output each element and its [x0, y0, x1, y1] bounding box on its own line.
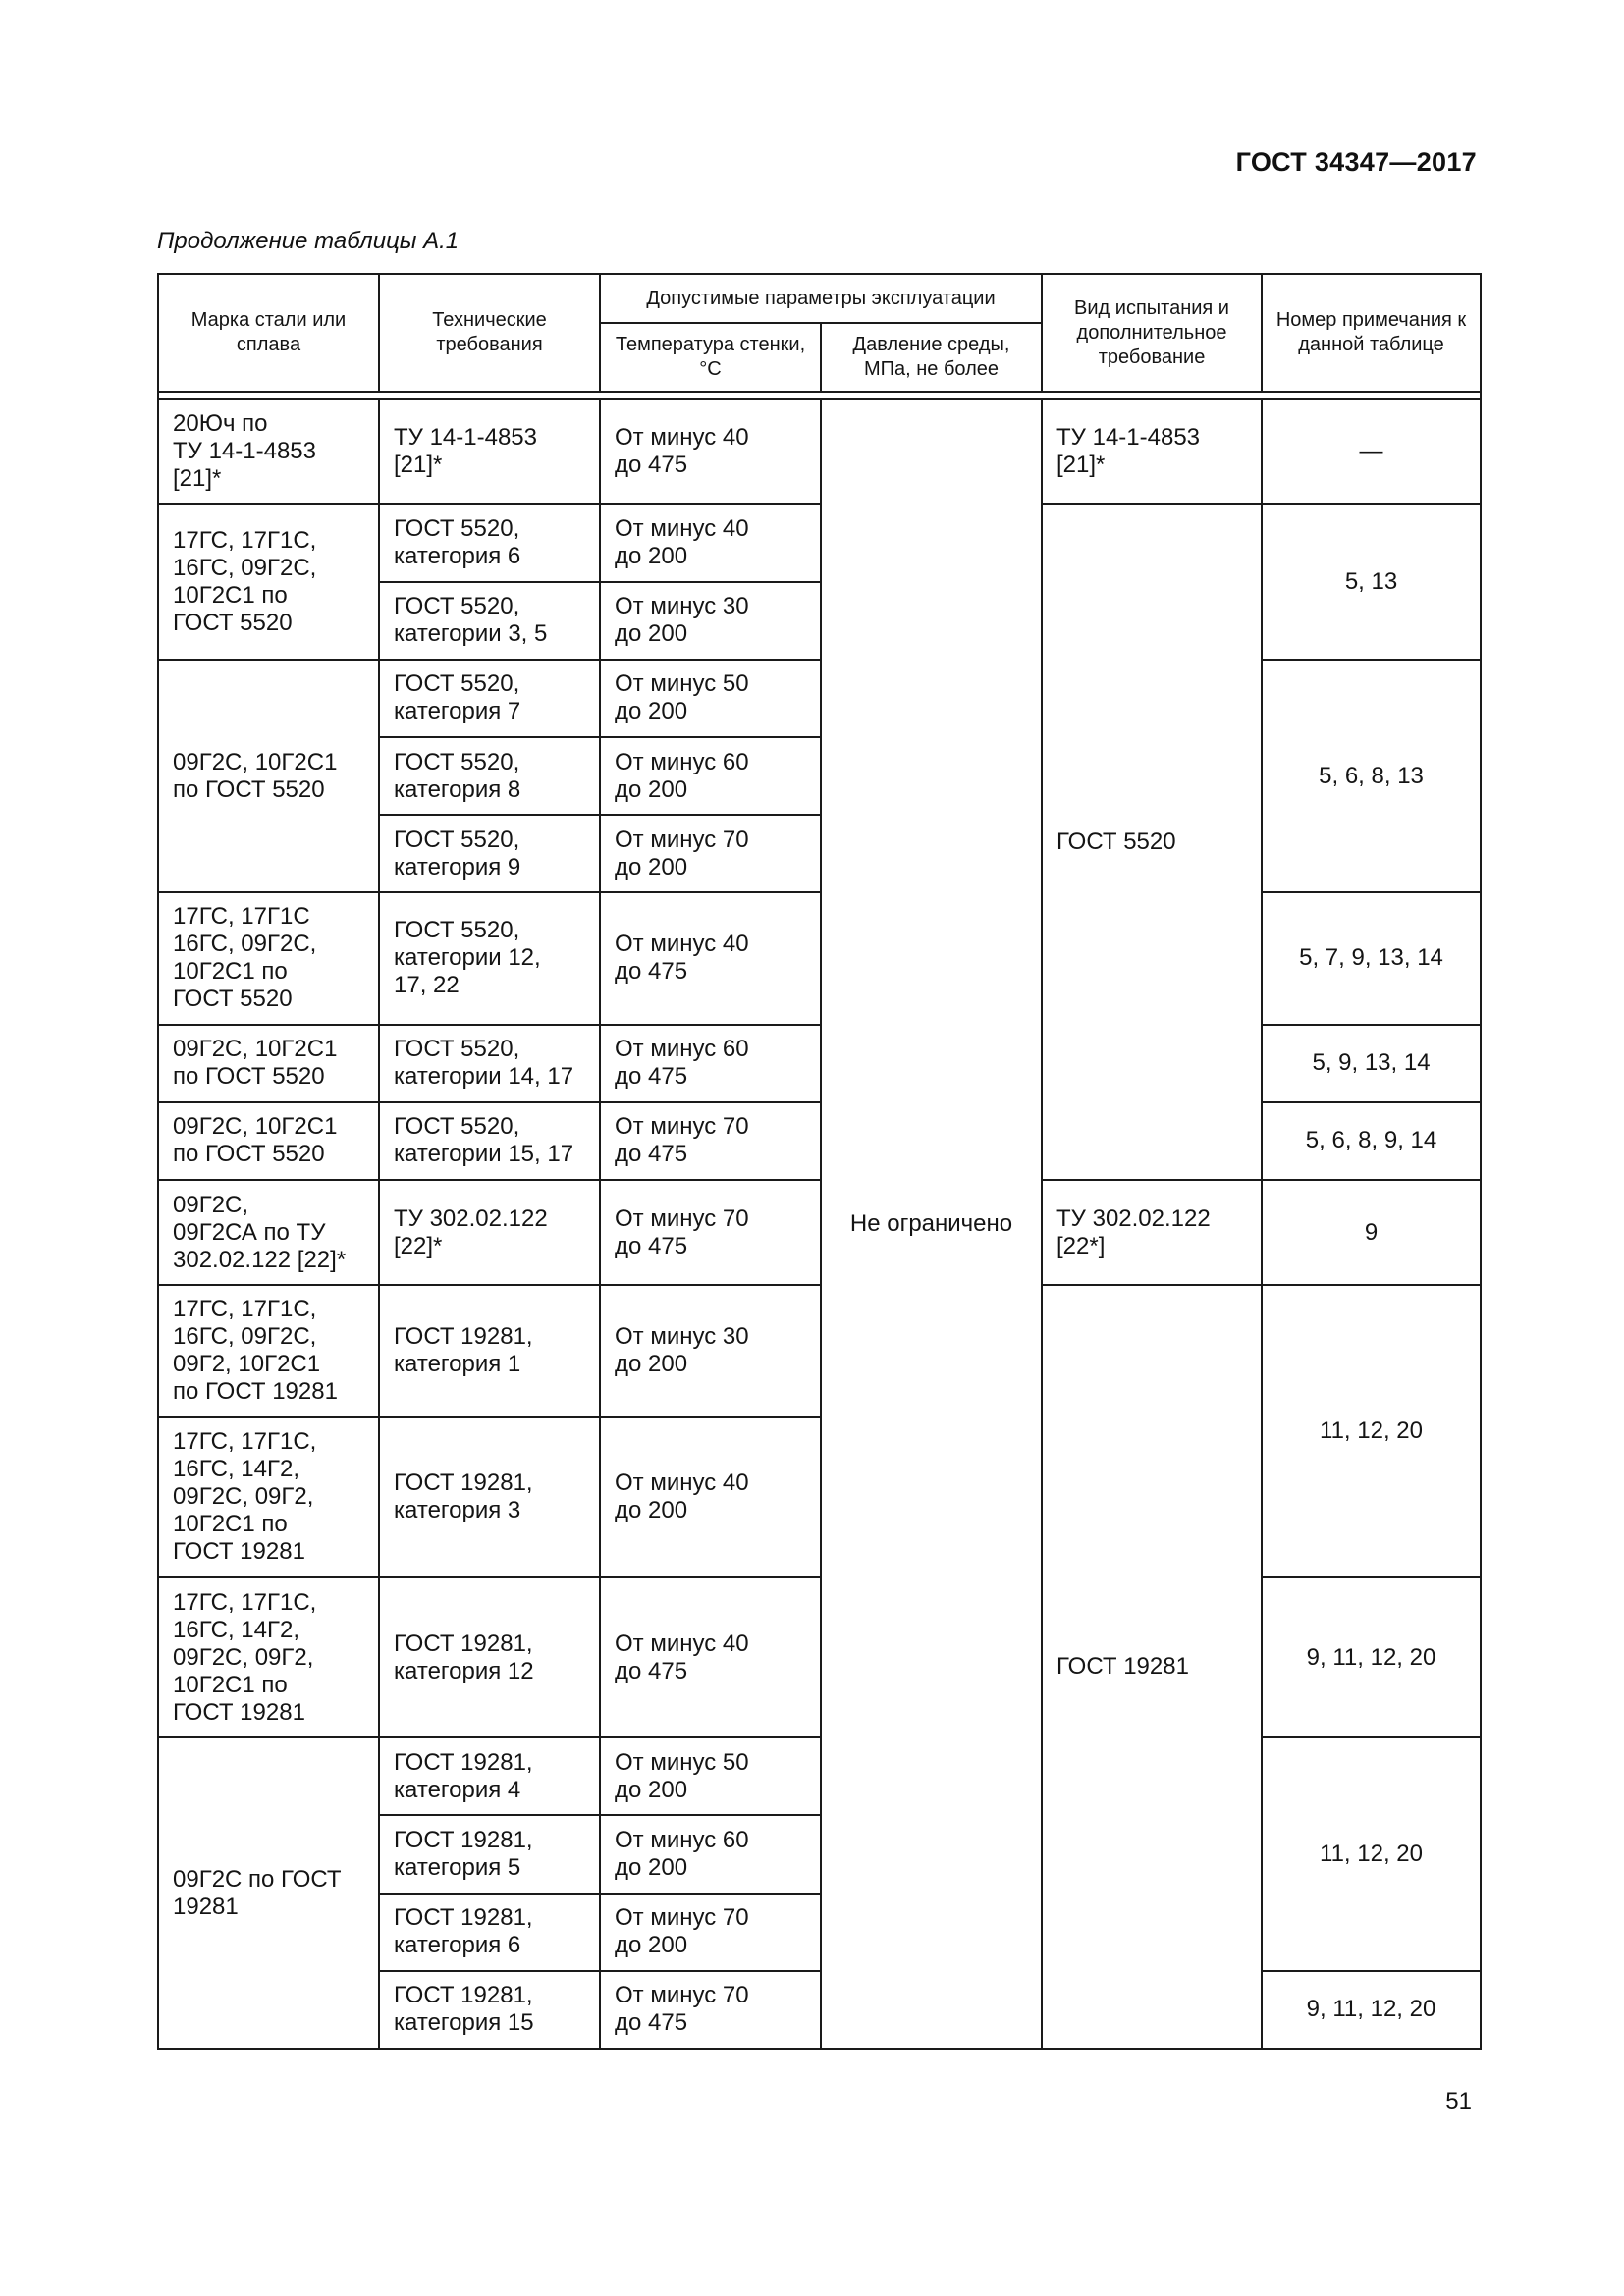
document-number: ГОСТ 34347—2017 — [1235, 147, 1477, 177]
note-cell: 5, 13 — [1262, 504, 1481, 659]
tech-cell: ГОСТ 5520, категории 14, 17 — [379, 1025, 600, 1102]
grade-cell: 09Г2С по ГОСТ 19281 — [158, 1737, 379, 2049]
tech-cell: ГОСТ 19281, категория 15 — [379, 1971, 600, 2049]
col-header-grade: Марка стали или сплава — [158, 274, 379, 392]
grade-cell: 09Г2С, 10Г2С1 по ГОСТ 5520 — [158, 660, 379, 893]
tech-cell: ТУ 14-1-4853 [21]* — [379, 399, 600, 504]
tech-cell: ГОСТ 5520, категория 7 — [379, 660, 600, 737]
test-cell: ГОСТ 5520 — [1042, 504, 1262, 1180]
tech-cell: ГОСТ 19281, категория 6 — [379, 1894, 600, 1971]
grade-cell: 09Г2С, 10Г2С1 по ГОСТ 5520 — [158, 1025, 379, 1102]
col-header-note: Номер примечания к данной таблице — [1262, 274, 1481, 392]
test-cell: ГОСТ 19281 — [1042, 1285, 1262, 2049]
note-cell: 9, 11, 12, 20 — [1262, 1577, 1481, 1737]
tech-cell: ГОСТ 5520, категории 15, 17 — [379, 1102, 600, 1180]
note-cell: — — [1262, 399, 1481, 504]
temp-cell: От минус 70 до 475 — [600, 1180, 821, 1285]
grade-cell: 17ГС, 17Г1С, 16ГС, 14Г2, 09Г2С, 09Г2, 10Г2С1 по ГОСТ 19281 — [158, 1577, 379, 1737]
table-row — [158, 892, 1481, 1024]
tech-cell: ГОСТ 5520, категории 3, 5 — [379, 582, 600, 660]
note-cell: 11, 12, 20 — [1262, 1737, 1481, 1971]
note-cell: 9 — [1262, 1180, 1481, 1285]
test-cell: ТУ 14-1-4853 [21]* — [1042, 399, 1262, 504]
header-row — [158, 274, 1481, 323]
col-header-params: Допустимые параметры эксплуатации — [600, 274, 1042, 323]
table-row — [158, 399, 1481, 504]
tech-cell: ГОСТ 19281, категория 3 — [379, 1417, 600, 1577]
temp-cell: От минус 40 до 200 — [600, 504, 821, 581]
temp-cell: От минус 40 до 200 — [600, 1417, 821, 1577]
note-cell: 5, 7, 9, 13, 14 — [1262, 892, 1481, 1024]
tech-cell: ГОСТ 19281, категория 1 — [379, 1285, 600, 1416]
temp-cell: От минус 70 до 475 — [600, 1971, 821, 2049]
pressure-cell: Не ограничено — [821, 399, 1042, 2049]
test-cell: ТУ 302.02.122 [22*] — [1042, 1180, 1262, 1285]
grade-cell: 09Г2С, 09Г2СА по ТУ 302.02.122 [22]* — [158, 1180, 379, 1285]
grade-cell: 17ГС, 17Г1С, 16ГС, 09Г2С, 09Г2, 10Г2С1 по ГОСТ 19281 — [158, 1285, 379, 1416]
temp-cell: От минус 70 до 200 — [600, 1894, 821, 1971]
temp-cell: От минус 40 до 475 — [600, 1577, 821, 1737]
temp-cell: От минус 40 до 475 — [600, 892, 821, 1024]
temp-cell: От минус 30 до 200 — [600, 582, 821, 660]
grade-cell: 20Юч по ТУ 14-1-4853 [21]* — [158, 399, 379, 504]
col-header-tech: Технические требования — [379, 274, 600, 392]
table-row — [158, 1180, 1481, 1285]
grade-cell: 17ГС, 17Г1С, 16ГС, 14Г2, 09Г2С, 09Г2, 10Г2С1 по ГОСТ 19281 — [158, 1417, 379, 1577]
note-cell: 11, 12, 20 — [1262, 1285, 1481, 1577]
temp-cell: От минус 70 до 475 — [600, 1102, 821, 1180]
col-header-test: Вид испытания и дополнительное требование — [1042, 274, 1262, 392]
note-cell: 5, 6, 8, 13 — [1262, 660, 1481, 893]
table-row — [158, 1102, 1481, 1180]
tech-cell: ГОСТ 19281, категория 4 — [379, 1737, 600, 1815]
tech-cell: ГОСТ 5520, категория 6 — [379, 504, 600, 581]
table-row — [158, 660, 1481, 737]
header-separator — [158, 392, 1481, 399]
grade-cell: 17ГС, 17Г1С 16ГС, 09Г2С, 10Г2С1 по ГОСТ 5520 — [158, 892, 379, 1024]
tech-cell: ГОСТ 5520, категория 8 — [379, 737, 600, 815]
temp-cell: От минус 50 до 200 — [600, 1737, 821, 1815]
table-row — [158, 1577, 1481, 1737]
page-number: 51 — [1445, 2088, 1472, 2114]
tech-cell: ГОСТ 19281, категория 12 — [379, 1577, 600, 1737]
table-row — [158, 1285, 1481, 1416]
note-cell: 5, 9, 13, 14 — [1262, 1025, 1481, 1102]
tech-cell: ГОСТ 5520, категория 9 — [379, 815, 600, 892]
grade-cell: 17ГС, 17Г1С, 16ГС, 09Г2С, 10Г2С1 по ГОСТ 5520 — [158, 504, 379, 659]
temp-cell: От минус 40 до 475 — [600, 399, 821, 504]
temp-cell: От минус 60 до 200 — [600, 1815, 821, 1893]
temp-cell: От минус 50 до 200 — [600, 660, 821, 737]
temp-cell: От минус 70 до 200 — [600, 815, 821, 892]
note-cell: 5, 6, 8, 9, 14 — [1262, 1102, 1481, 1180]
grade-cell: 09Г2С, 10Г2С1 по ГОСТ 5520 — [158, 1102, 379, 1180]
table-row — [158, 504, 1481, 581]
col-header-temp: Температура стенки, °С — [600, 323, 821, 392]
table-row — [158, 1737, 1481, 1815]
table-row — [158, 1025, 1481, 1102]
temp-cell: От минус 60 до 475 — [600, 1025, 821, 1102]
col-header-pressure: Давление среды, МПа, не более — [821, 323, 1042, 392]
tech-cell: ГОСТ 5520, категории 12, 17, 22 — [379, 892, 600, 1024]
note-cell: 9, 11, 12, 20 — [1262, 1971, 1481, 2049]
temp-cell: От минус 60 до 200 — [600, 737, 821, 815]
temp-cell: От минус 30 до 200 — [600, 1285, 821, 1416]
steel-grades-table — [157, 273, 1482, 2050]
tech-cell: ГОСТ 19281, категория 5 — [379, 1815, 600, 1893]
tech-cell: ТУ 302.02.122 [22]* — [379, 1180, 600, 1285]
table-caption: Продолжение таблицы А.1 — [157, 228, 460, 254]
